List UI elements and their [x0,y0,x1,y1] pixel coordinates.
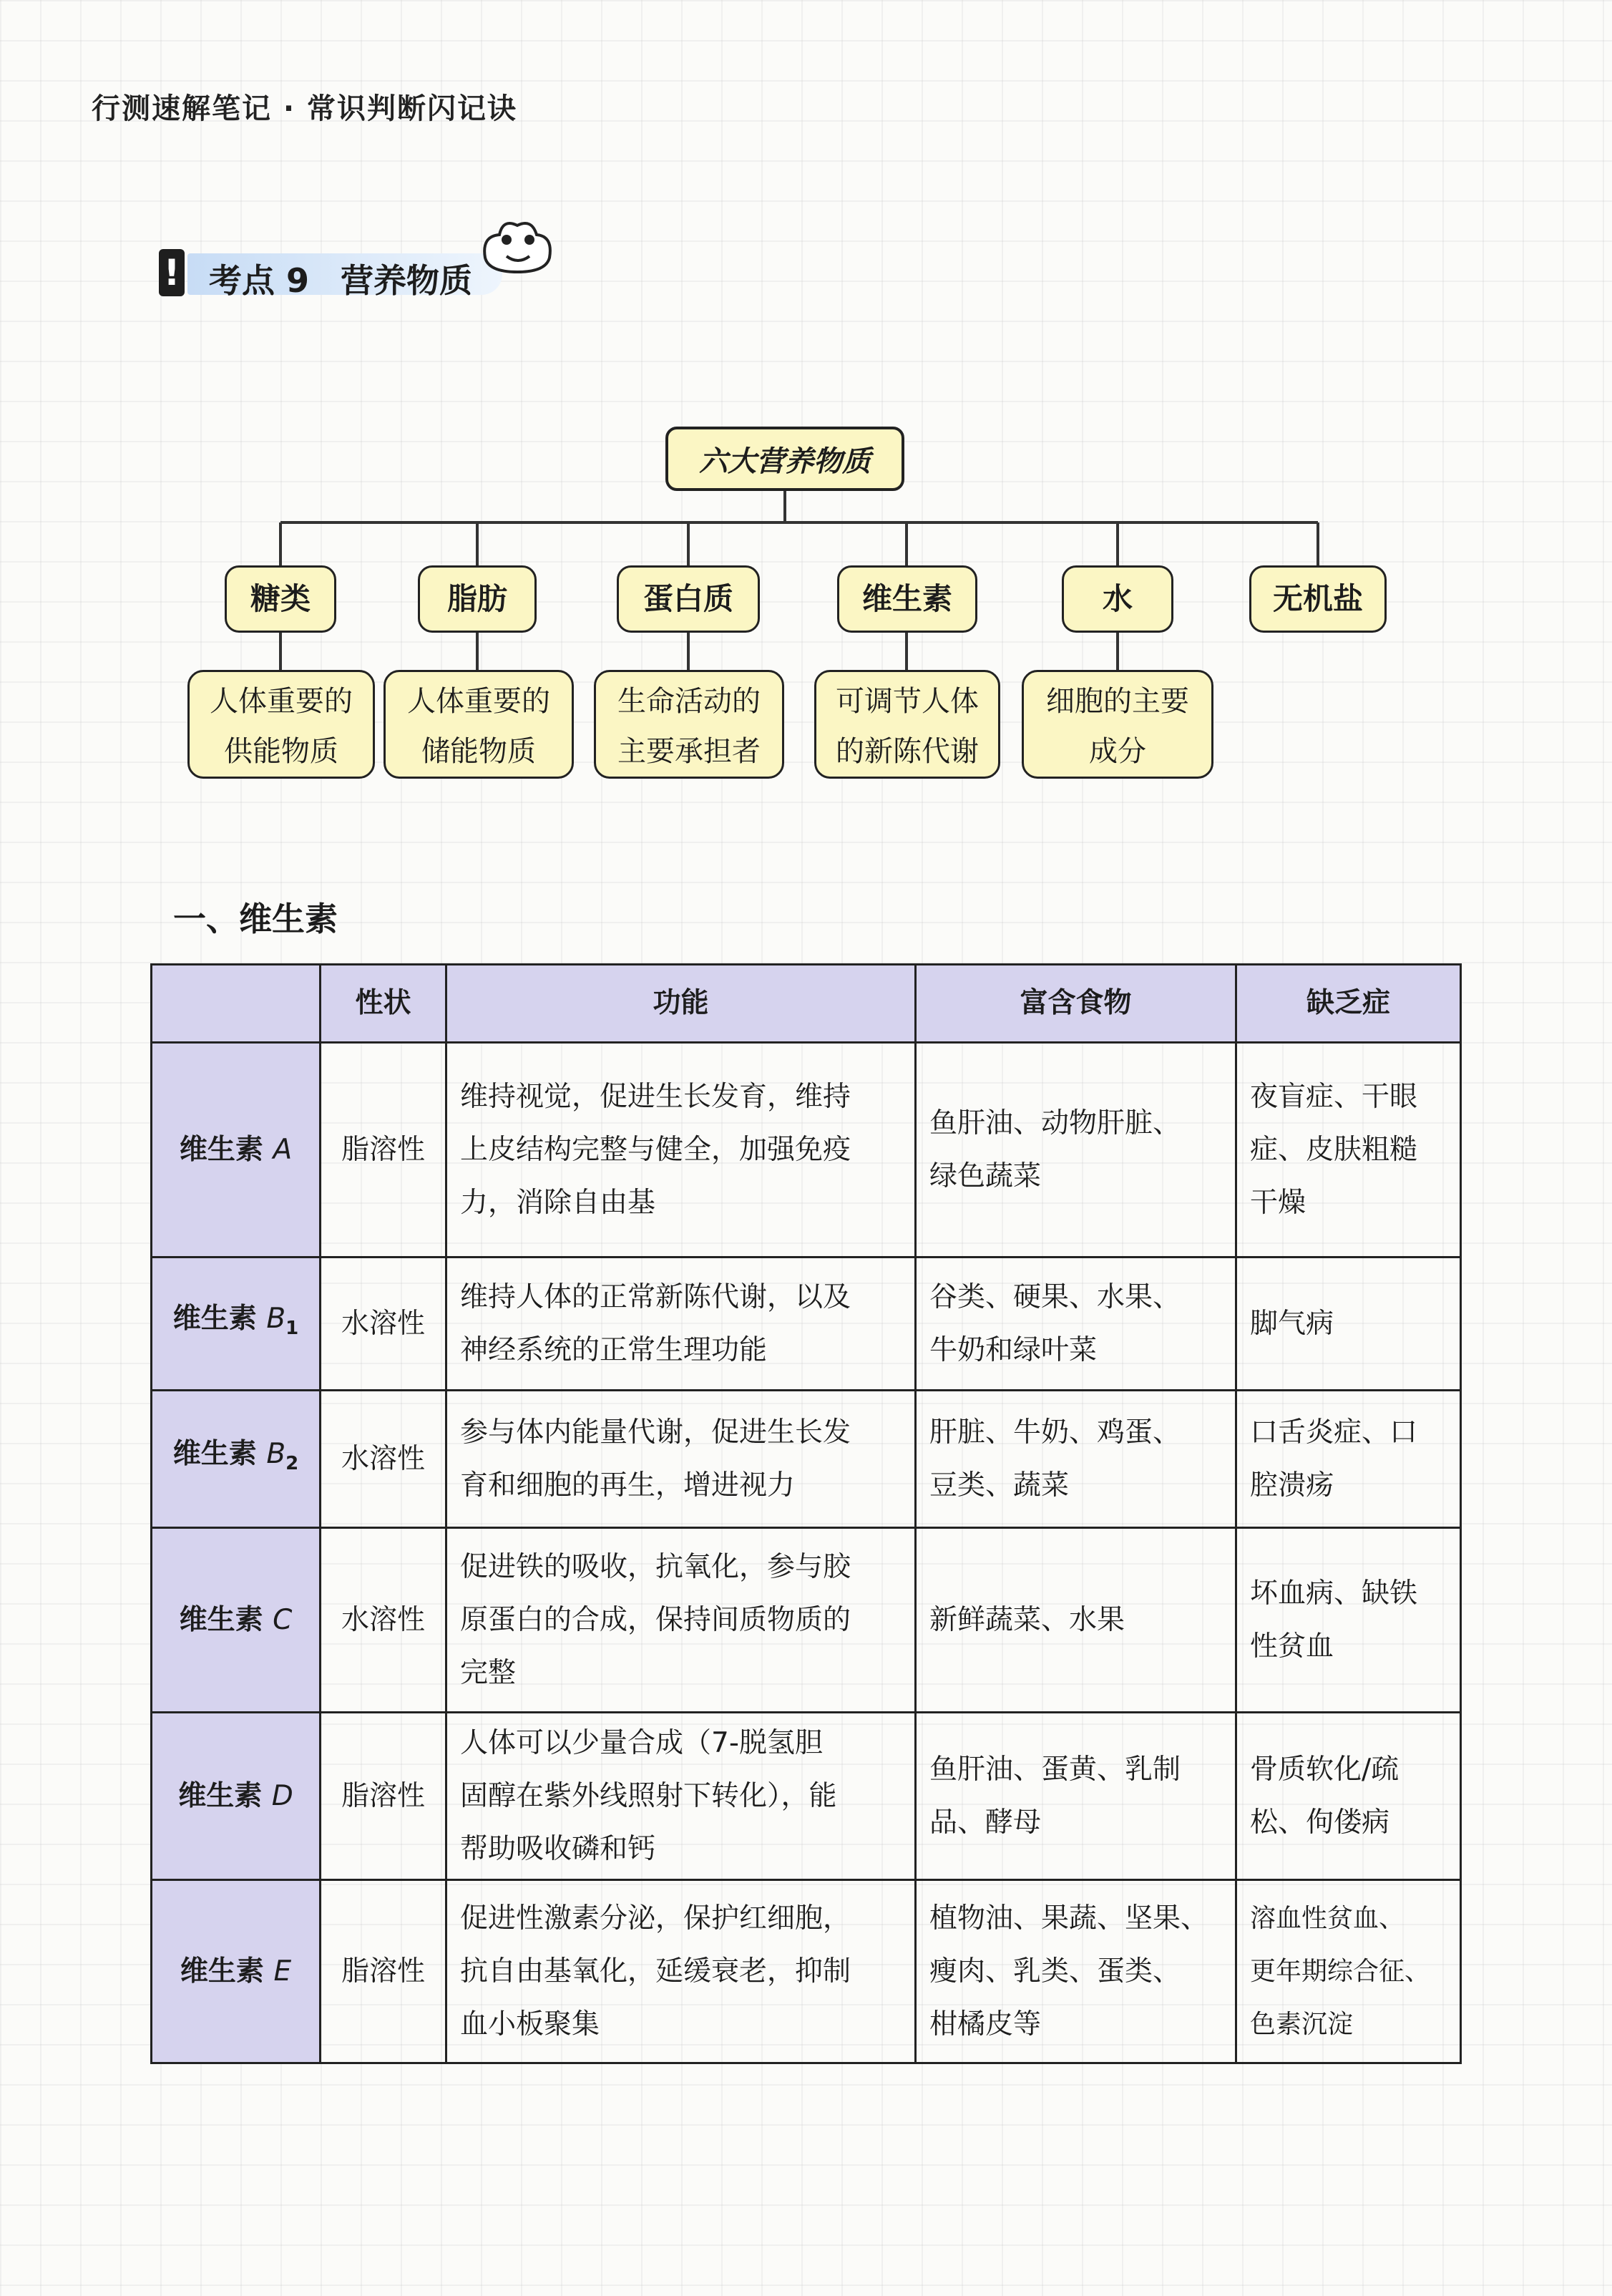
vitamin-property: 水溶性 [321,1391,446,1528]
vitamin-property: 水溶性 [321,1258,446,1391]
vitamin-name: 维生素 D [152,1713,321,1880]
category-water: 水 [1062,565,1173,633]
vitamin-name: 维生素 A [152,1043,321,1258]
vitamin-property: 脂溶性 [321,1880,446,2063]
header-function: 功能 [446,965,916,1043]
vitamin-deficiency: 脚气病 [1236,1258,1461,1391]
vitamin-function: 参与体内能量代谢，促进生长发 育和细胞的再生，增进视力 [446,1391,916,1528]
category-fat: 脂肪 [418,565,537,633]
vitamin-function: 维持视觉，促进生长发育，维持 上皮结构完整与健全，加强免疫 力，消除自由基 [446,1043,916,1258]
description-line: 成分 [1089,735,1146,768]
description-line: 供能物质 [224,735,338,768]
description-protein [594,670,784,779]
vitamin-deficiency: 坏血病、缺铁 性贫血 [1236,1528,1461,1713]
vitamin-name: 维生素 $B_2$ [152,1391,321,1528]
table-header-row [152,965,1461,1043]
description-line: 人体重要的 [210,685,353,718]
category-protein: 蛋白质 [617,565,760,633]
description-line: 储能物质 [421,735,536,768]
vitamin-food: 鱼肝油、动物肝脏、 绿色蔬菜 [916,1043,1236,1258]
description-line: 主要承担者 [617,735,761,768]
description-line: 细胞的主要 [1046,685,1189,718]
vitamin-function: 促进性激素分泌，保护红细胞， 抗自由基氧化，延缓衰老，抑制 血小板聚集 [446,1880,916,2063]
header-property: 性状 [321,965,446,1043]
table-row [152,1391,1461,1528]
category-carbohydrate: 糖类 [225,565,336,633]
description-line: 的新陈代谢 [836,735,979,768]
table-row [152,1713,1461,1880]
section-heading: 一、维生素 [173,900,338,938]
vitamin-deficiency: 溶血性贫血、 更年期综合征、 色素沉淀 [1236,1880,1461,2063]
table-row [152,1528,1461,1713]
vitamin-food: 谷类、硬果、水果、 牛奶和绿叶菜 [916,1258,1236,1391]
vitamin-food: 新鲜蔬菜、水果 [916,1528,1236,1713]
vitamin-food: 肝脏、牛奶、鸡蛋、 豆类、蔬菜 [916,1391,1236,1528]
vitamin-property: 水溶性 [321,1528,446,1713]
vitamin-property: 脂溶性 [321,1043,446,1258]
banner-topic: 营养物质 [341,261,473,300]
header-food: 富含食物 [916,965,1236,1043]
header-name [152,965,321,1043]
vitamin-function: 促进铁的吸收，抗氧化，参与胶 原蛋白的合成，保持间质物质的 完整 [446,1528,916,1713]
vitamin-name: 维生素 E [152,1880,321,2063]
description-carbohydrate [187,670,375,779]
vitamin-function: 维持人体的正常新陈代谢，以及 神经系统的正常生理功能 [446,1258,916,1391]
vitamin-food: 鱼肝油、蛋黄、乳制 品、酵母 [916,1713,1236,1880]
table-row [152,1880,1461,2063]
vitamin-property: 脂溶性 [321,1713,446,1880]
description-line: 可调节人体 [836,685,979,718]
table-row [152,1258,1461,1391]
vitamin-name: 维生素 C [152,1528,321,1713]
vitamin-deficiency: 骨质软化/疏 松、佝偻病 [1236,1713,1461,1880]
tree-root: 六大营养物质 [665,427,904,491]
exclamation-icon: ! [159,249,185,296]
category-vitamin: 维生素 [837,565,977,633]
vitamin-deficiency: 夜盲症、干眼 症、皮肤粗糙 干燥 [1236,1043,1461,1258]
header-deficiency: 缺乏症 [1236,965,1461,1043]
description-line: 生命活动的 [617,685,761,718]
vitamin-food: 植物油、果蔬、坚果、 瘦肉、乳类、蛋类、 柑橘皮等 [916,1880,1236,2063]
description-water [1022,670,1213,779]
description-line: 人体重要的 [407,685,550,718]
category-mineral: 无机盐 [1249,565,1387,633]
vitamin-table [150,963,1462,2064]
vitamin-name: 维生素 $B_1$ [152,1258,321,1391]
banner-label: 考点 9 [209,261,310,300]
description-vitamin [814,670,1000,779]
vitamin-deficiency: 口舌炎症、口 腔溃疡 [1236,1391,1461,1528]
vitamin-function: 人体可以少量合成（7-脱氢胆 固醇在紫外线照射下转化），能 帮助吸收磷和钙 [446,1713,916,1880]
description-fat [384,670,574,779]
table-row [152,1043,1461,1258]
running-head: 行测速解笔记 · 常识判断闪记诀 [92,92,518,125]
